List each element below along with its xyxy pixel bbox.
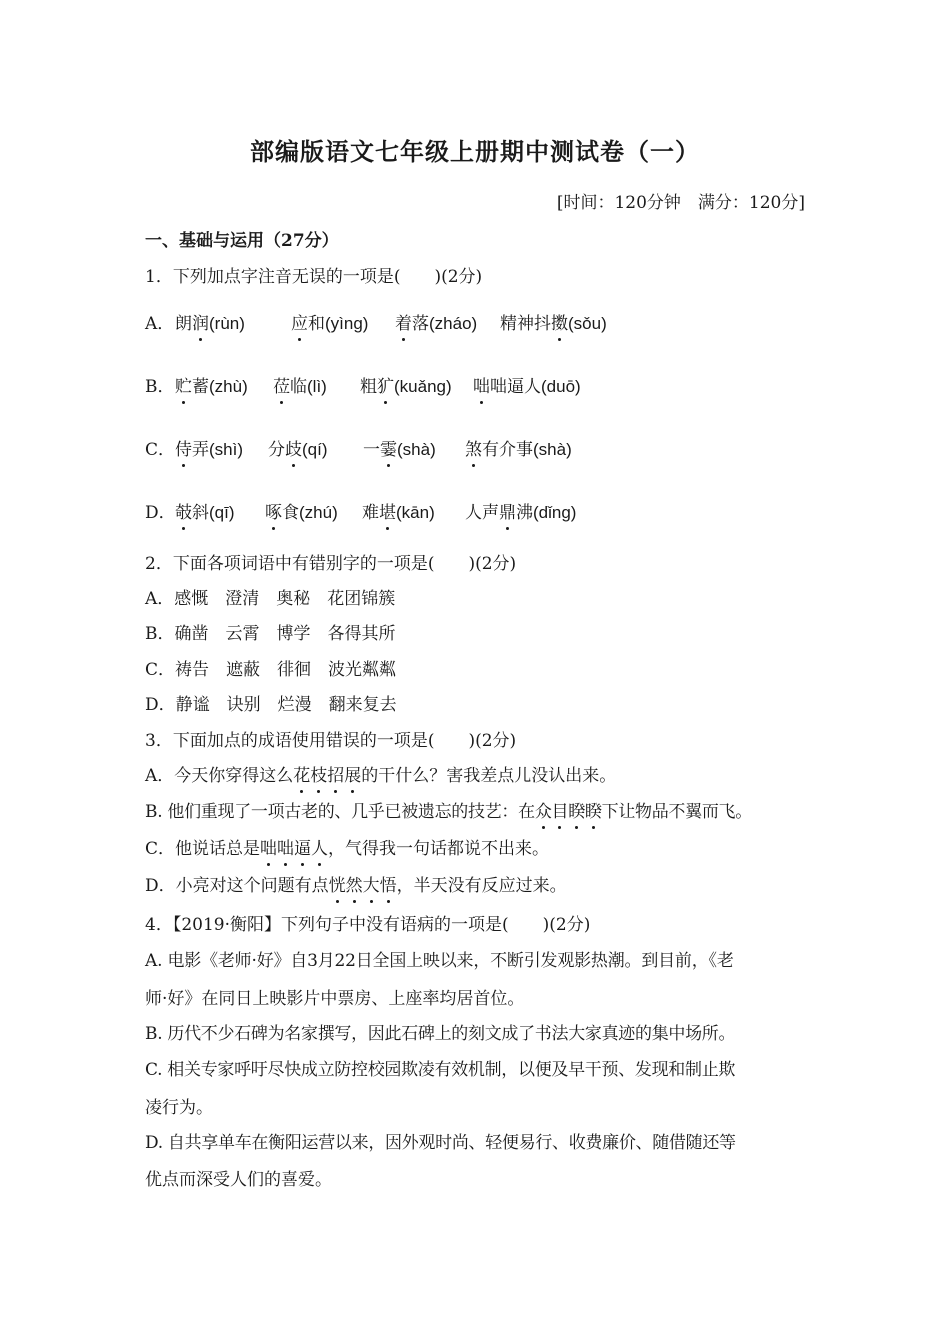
q1-option-d: D． 攲斜(qī) 啄食(zhú) 难堪(kān) 人声鼎沸(dǐng) (145, 498, 845, 524)
q1-c-item: 分歧(qí) (268, 435, 328, 460)
q1-d-item: 攲斜(qī) (175, 498, 235, 523)
q4-option-b: B. 历代不少石碑为名家撰写，因此石碑上的刻文成了书法大家真迹的集中场所。 (145, 1024, 736, 1044)
q4-option-c-line2: 凌行为。 (145, 1098, 213, 1118)
q1-b-item: 粗犷(kuǎng) (360, 372, 452, 397)
q4-option-a-line2: 师·好》在同日上映影片中票房、上座率均居首位。 (145, 989, 525, 1009)
q1-a-item: 着落(zháo) (395, 309, 477, 334)
section-heading: 一、基础与运用（27分） (145, 231, 339, 251)
q4-option-a-line1: A. 电影《老师·好》自3月22日全国上映以来，不断引发观影热潮。到目前，《老 (145, 951, 734, 971)
q1-c-item: 煞有介事(shà) (465, 435, 572, 460)
q2-option-b: B．确凿 云霄 博学 各得其所 (145, 624, 396, 644)
q1-d-item: 啄食(zhú) (265, 498, 338, 523)
q3-option-a: A．今天你穿得这么花枝招展的干什么？害我差点儿没认出来。 (145, 761, 616, 786)
q1-c-item: 一霎(shà) (363, 435, 436, 460)
q3-option-c: C．他说话总是咄咄逼人，气得我一句话都说不出来。 (145, 834, 549, 859)
q1-d-item: 人声鼎沸(dǐng) (465, 498, 576, 523)
q4-option-d-line1: D. 自共享单车在衡阳运营以来，因外观时尚、轻便易行、收费廉价、随借随还等 (145, 1133, 736, 1153)
q4-stem: 4．【2019·衡阳】下列句子中没有语病的一项是( )(2分) (145, 915, 591, 935)
q1-option-b: B． 贮蓄(zhù) 莅临(lì) 粗犷(kuǎng) 咄咄逼人(duō) (145, 372, 845, 398)
q3-option-b: B. 他们重现了一项古老的、几乎已被遗忘的技艺：在众目睽睽下让物品不翼而飞。 (145, 797, 752, 822)
q2-option-c: C．祷告 遮蔽 徘徊 波光粼粼 (145, 660, 397, 680)
q1-a-item: 应和(yìng) (291, 309, 368, 334)
q2-option-d: D．静谧 诀别 烂漫 翻来复去 (145, 695, 397, 715)
q1-d-item: 难堪(kān) (362, 498, 435, 523)
q2-option-a: A．感慨 澄清 奥秘 花团锦簇 (145, 589, 396, 609)
q1-a-item: 朗润(rùn) (175, 309, 245, 334)
q1-b-item: 贮蓄(zhù) (175, 372, 248, 397)
q4-source-tag: 【2019·衡阳】 (172, 915, 281, 935)
q2-stem: 2．下面各项词语中有错别字的一项是( )(2分) (145, 554, 517, 574)
q1-option-a: A． 朗润(rùn) 应和(yìng) 着落(zháo) 精神抖擞(sǒu) (145, 309, 845, 335)
q1-b-item: 咄咄逼人(duō) (473, 372, 581, 397)
q3-option-d: D．小亮对这个问题有点恍然大悟，半天没有反应过来。 (145, 871, 567, 896)
q4-option-d-line2: 优点而深受人们的喜爱。 (145, 1170, 332, 1190)
q1-b-item: 莅临(lì) (273, 372, 327, 397)
q1-stem: 1．下列加点字注音无误的一项是( )(2分) (145, 267, 483, 287)
exam-meta: [时间：120分钟 满分：120分] (556, 193, 805, 213)
q1-option-c: C． 侍弄(shì) 分歧(qí) 一霎(shà) 煞有介事(shà) (145, 435, 845, 461)
q4-option-c-line1: C. 相关专家呼吁尽快成立防控校园欺凌有效机制，以便及早干预、发现和制止欺 (145, 1060, 736, 1080)
q3-stem: 3．下面加点的成语使用错误的一项是( )(2分) (145, 731, 517, 751)
page-title: 部编版语文七年级上册期中测试卷（一） (250, 137, 700, 166)
q1-a-item: 精神抖擞(sǒu) (500, 309, 607, 334)
q1-c-item: 侍弄(shì) (175, 435, 243, 460)
